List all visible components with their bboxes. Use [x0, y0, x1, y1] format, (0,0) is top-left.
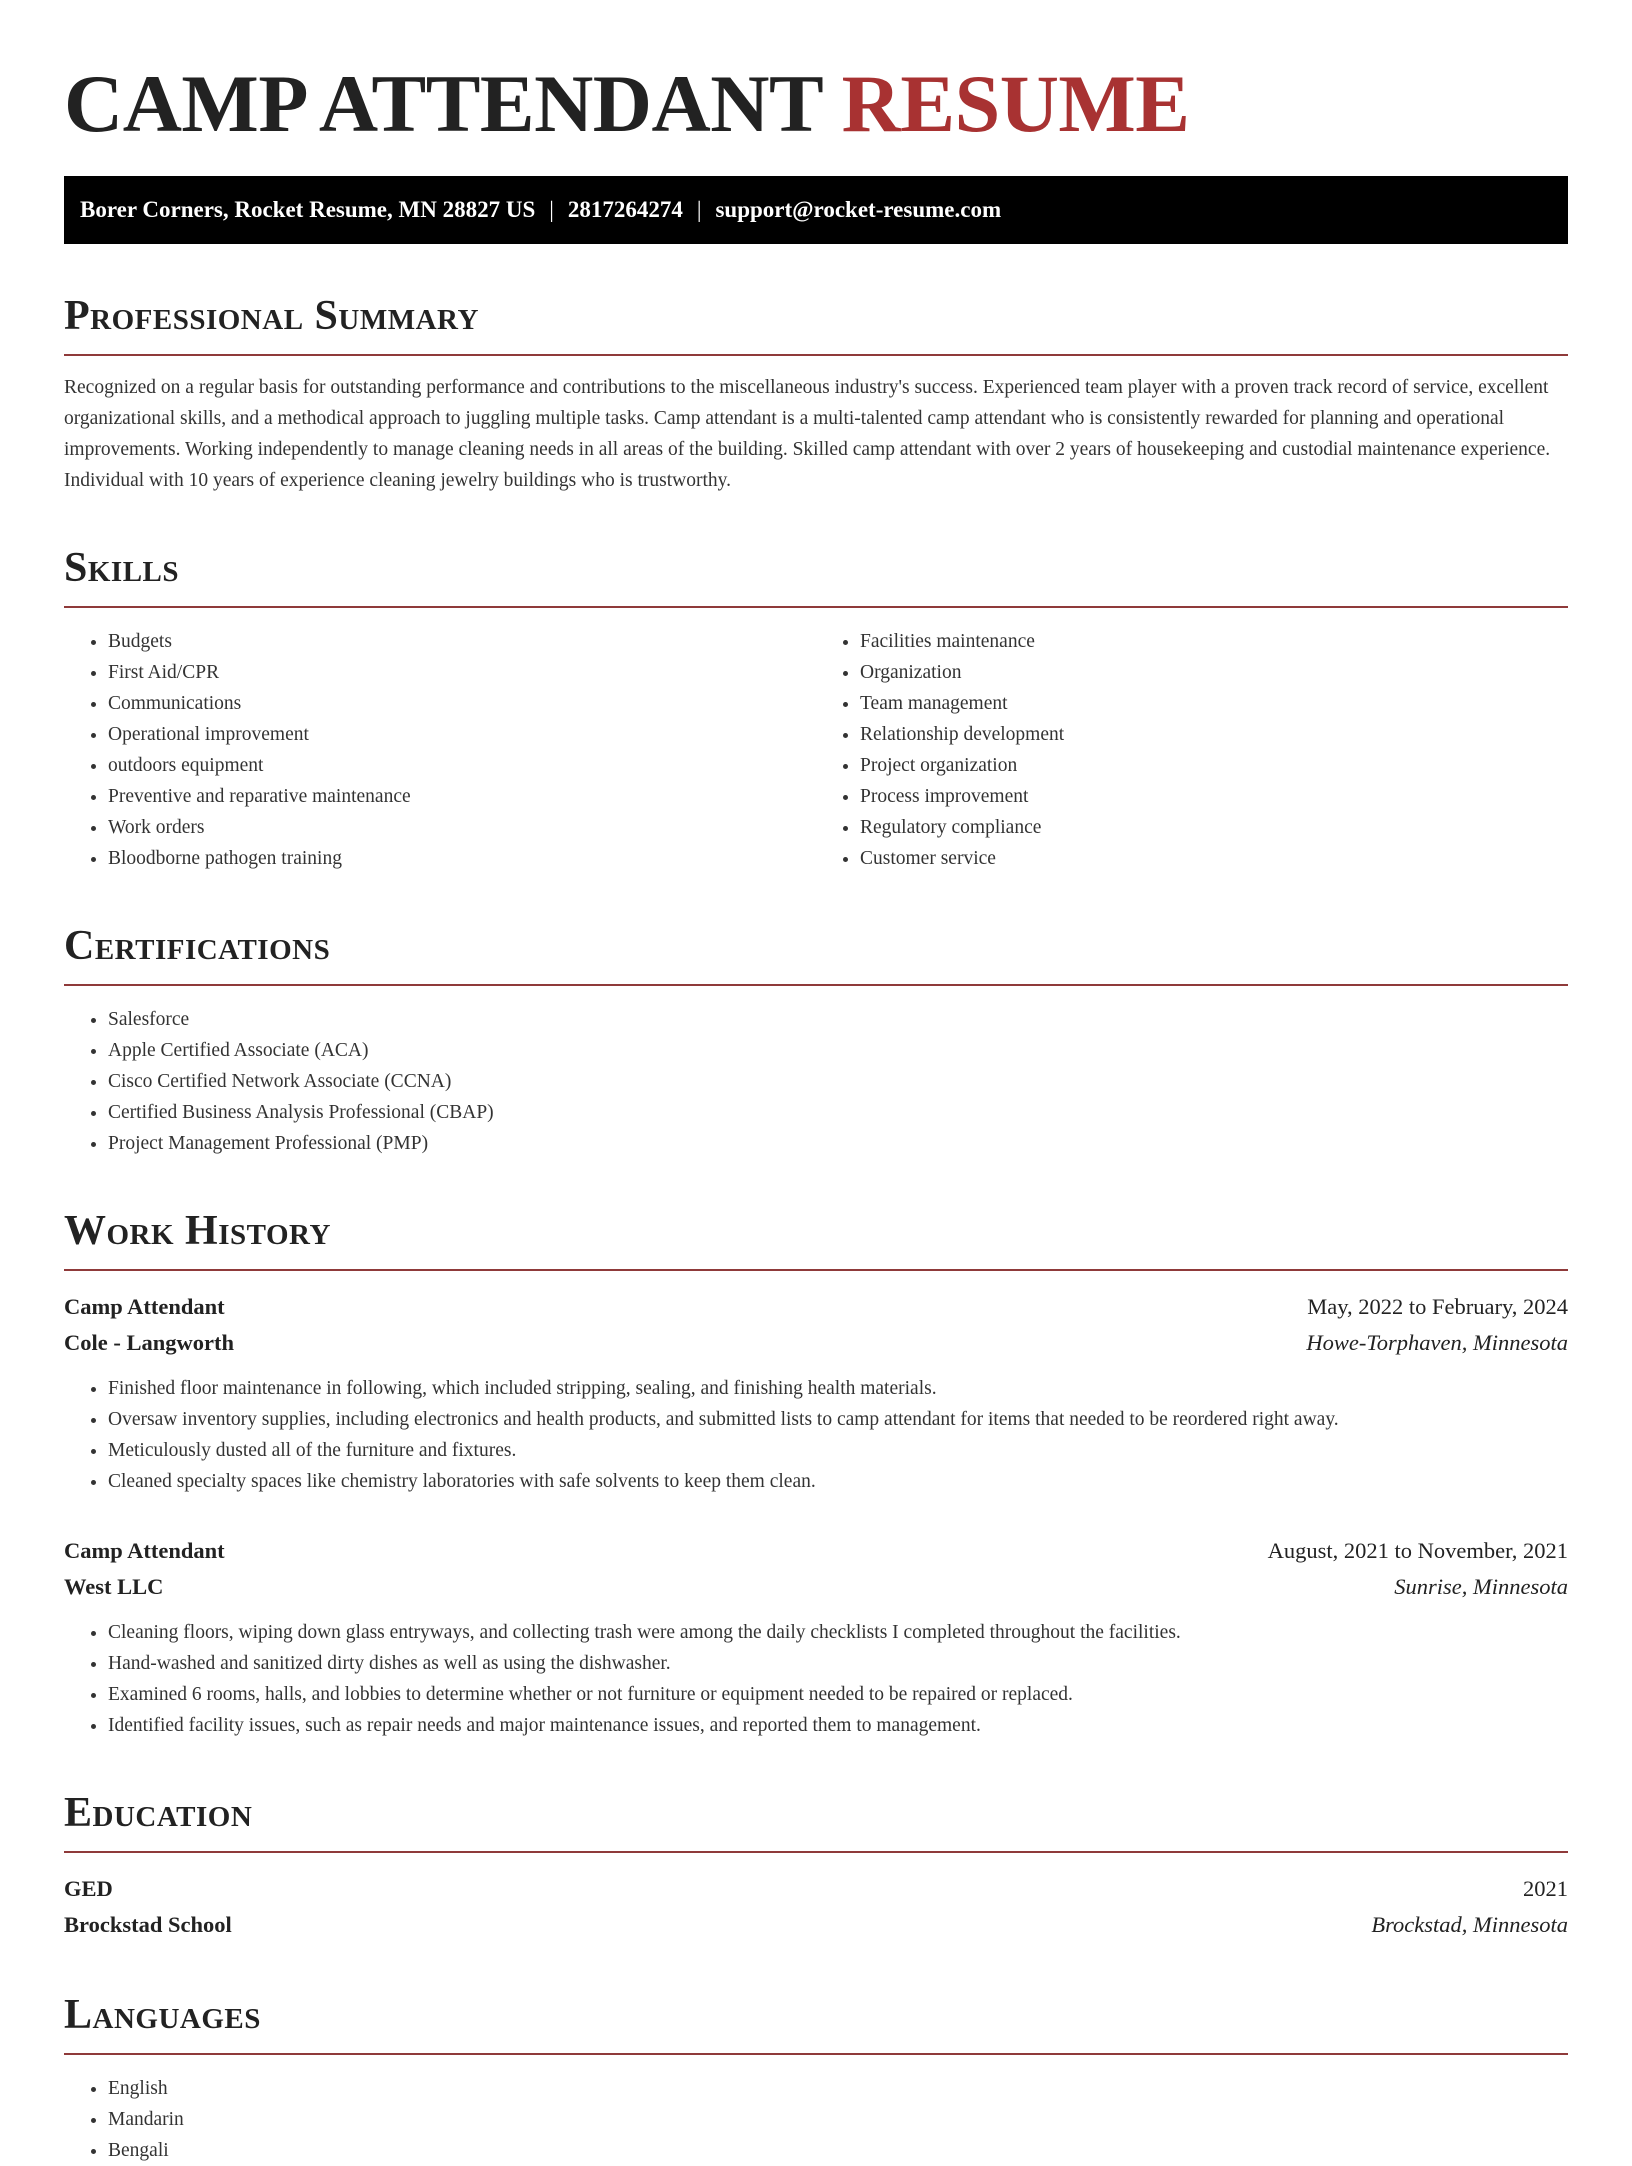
job-entry: [64, 1289, 1568, 1497]
certifications-heading: Certifications: [64, 922, 1568, 986]
skill-item: • Team management: [860, 688, 1568, 719]
skill-item: • Customer service: [860, 843, 1568, 874]
skill-item: • Facilities maintenance: [860, 626, 1568, 657]
education-heading: Education: [64, 1789, 1568, 1853]
summary-text: Recognized on a regular basis for outstanding performance and contributions to the miscellaneous industry's success. Experienced team player with a proven track record of service, excellent organizational skills, and a methodical approach to juggling multiple tasks. Camp attendant is a multi-talented camp attendant who is consistently rewarded for planning and operational improvements. Working independently to manage cleaning needs in all areas of the building. Skilled camp attendant with over 2 years of housekeeping and custodial maintenance experience. Individual with 10 years of experience cleaning jewelry buildings who is trustworthy.: [64, 377, 1551, 491]
languages-list: [64, 2073, 1568, 2166]
job-duty: • Oversaw inventory supplies, including electronics and health products, and submitted lists to camp attendant for items that needed to be reordered right away.: [108, 1404, 1568, 1435]
language-item: • Bengali: [108, 2135, 1568, 2166]
skill-item: • Operational improvement: [108, 719, 816, 750]
job-entry: [64, 1533, 1568, 1741]
skill-item: • Bloodborne pathogen training: [108, 843, 816, 874]
skill-item: • Relationship development: [860, 719, 1568, 750]
skills-list-left: [64, 626, 816, 874]
skill-item: • Preventive and reparative maintenance: [108, 781, 816, 812]
work-history-heading: Work History: [64, 1207, 1568, 1271]
education-entry: [64, 1871, 1568, 1943]
job-title: Camp Attendant: [64, 1294, 225, 1319]
certification-item: • Certified Business Analysis Professional (CBAP): [108, 1097, 1568, 1128]
skills-grid: [64, 626, 1568, 874]
job-company: West LLC: [64, 1574, 164, 1599]
job-location: Sunrise, Minnesota: [1394, 1574, 1568, 1599]
education-degree: GED: [64, 1876, 113, 1901]
contact-bar: [64, 176, 1568, 244]
contact-address: Borer Corners, Rocket Resume, MN 28827 US: [80, 197, 536, 222]
job-duty: • Identified facility issues, such as repair needs and major maintenance issues, and reported them to management.: [108, 1710, 1568, 1741]
job-header-row: [64, 1533, 1568, 1569]
skill-item: • Organization: [860, 657, 1568, 688]
language-item: • Mandarin: [108, 2104, 1568, 2135]
skill-item: • Work orders: [108, 812, 816, 843]
education-year: 2021: [1523, 1876, 1568, 1901]
skills-list-right: [816, 626, 1568, 874]
job-company-row: [64, 1325, 1568, 1361]
certification-item: • Cisco Certified Network Associate (CCNA): [108, 1066, 1568, 1097]
certifications-list: [64, 1004, 1568, 1159]
contact-phone[interactable]: 2817264274: [567, 197, 683, 222]
skill-item: • Regulatory compliance: [860, 812, 1568, 843]
education-location: Brockstad, Minnesota: [1371, 1912, 1568, 1937]
title-accent: RESUME: [841, 58, 1190, 149]
resume-title: [64, 56, 1568, 152]
job-dates: May, 2022 to February, 2024: [1307, 1294, 1568, 1319]
education-school: Brockstad School: [64, 1912, 232, 1937]
job-duty: • Cleaning floors, wiping down glass entryways, and collecting trash were among the daily checklists I completed throughout the facilities.: [108, 1617, 1568, 1648]
skill-item: • First Aid/CPR: [108, 657, 816, 688]
skill-item: • Project organization: [860, 750, 1568, 781]
job-header-row: [64, 1289, 1568, 1325]
language-item: • English: [108, 2073, 1568, 2104]
contact-email[interactable]: support@rocket-resume.com: [715, 197, 1002, 222]
job-duty: • Cleaned specialty spaces like chemistry laboratories with safe solvents to keep them clean.: [108, 1466, 1568, 1497]
languages-heading: Languages: [64, 1991, 1568, 2055]
education-degree-row: [64, 1871, 1568, 1907]
job-title: Camp Attendant: [64, 1538, 225, 1563]
certification-item: • Salesforce: [108, 1004, 1568, 1035]
job-duties-list: [64, 1617, 1568, 1741]
education-school-row: [64, 1907, 1568, 1943]
title-main: CAMP ATTENDANT: [64, 58, 822, 149]
skill-item: • Budgets: [108, 626, 816, 657]
job-duty: • Meticulously dusted all of the furniture and fixtures.: [108, 1435, 1568, 1466]
contact-separator: |: [696, 197, 702, 222]
job-company-row: [64, 1569, 1568, 1605]
job-dates: August, 2021 to November, 2021: [1267, 1538, 1568, 1563]
job-duty: • Hand-washed and sanitized dirty dishes as well as using the dishwasher.: [108, 1648, 1568, 1679]
certification-item: • Apple Certified Associate (ACA): [108, 1035, 1568, 1066]
job-duty: • Examined 6 rooms, halls, and lobbies to determine whether or not furniture or equipment needed to be repaired or replaced.: [108, 1679, 1568, 1710]
job-duties-list: [64, 1373, 1568, 1497]
certification-item: • Project Management Professional (PMP): [108, 1128, 1568, 1159]
skill-item: • Communications: [108, 688, 816, 719]
skill-item: • Process improvement: [860, 781, 1568, 812]
contact-separator: |: [549, 197, 554, 222]
summary-heading: Professional Summary: [64, 292, 1568, 356]
job-location: Howe-Torphaven, Minnesota: [1306, 1330, 1568, 1355]
job-company: Cole - Langworth: [64, 1330, 234, 1355]
skills-heading: Skills: [64, 544, 1568, 608]
job-duty: • Finished floor maintenance in following, which included stripping, sealing, and finishing health materials.: [108, 1373, 1568, 1404]
skill-item: • outdoors equipment: [108, 750, 816, 781]
